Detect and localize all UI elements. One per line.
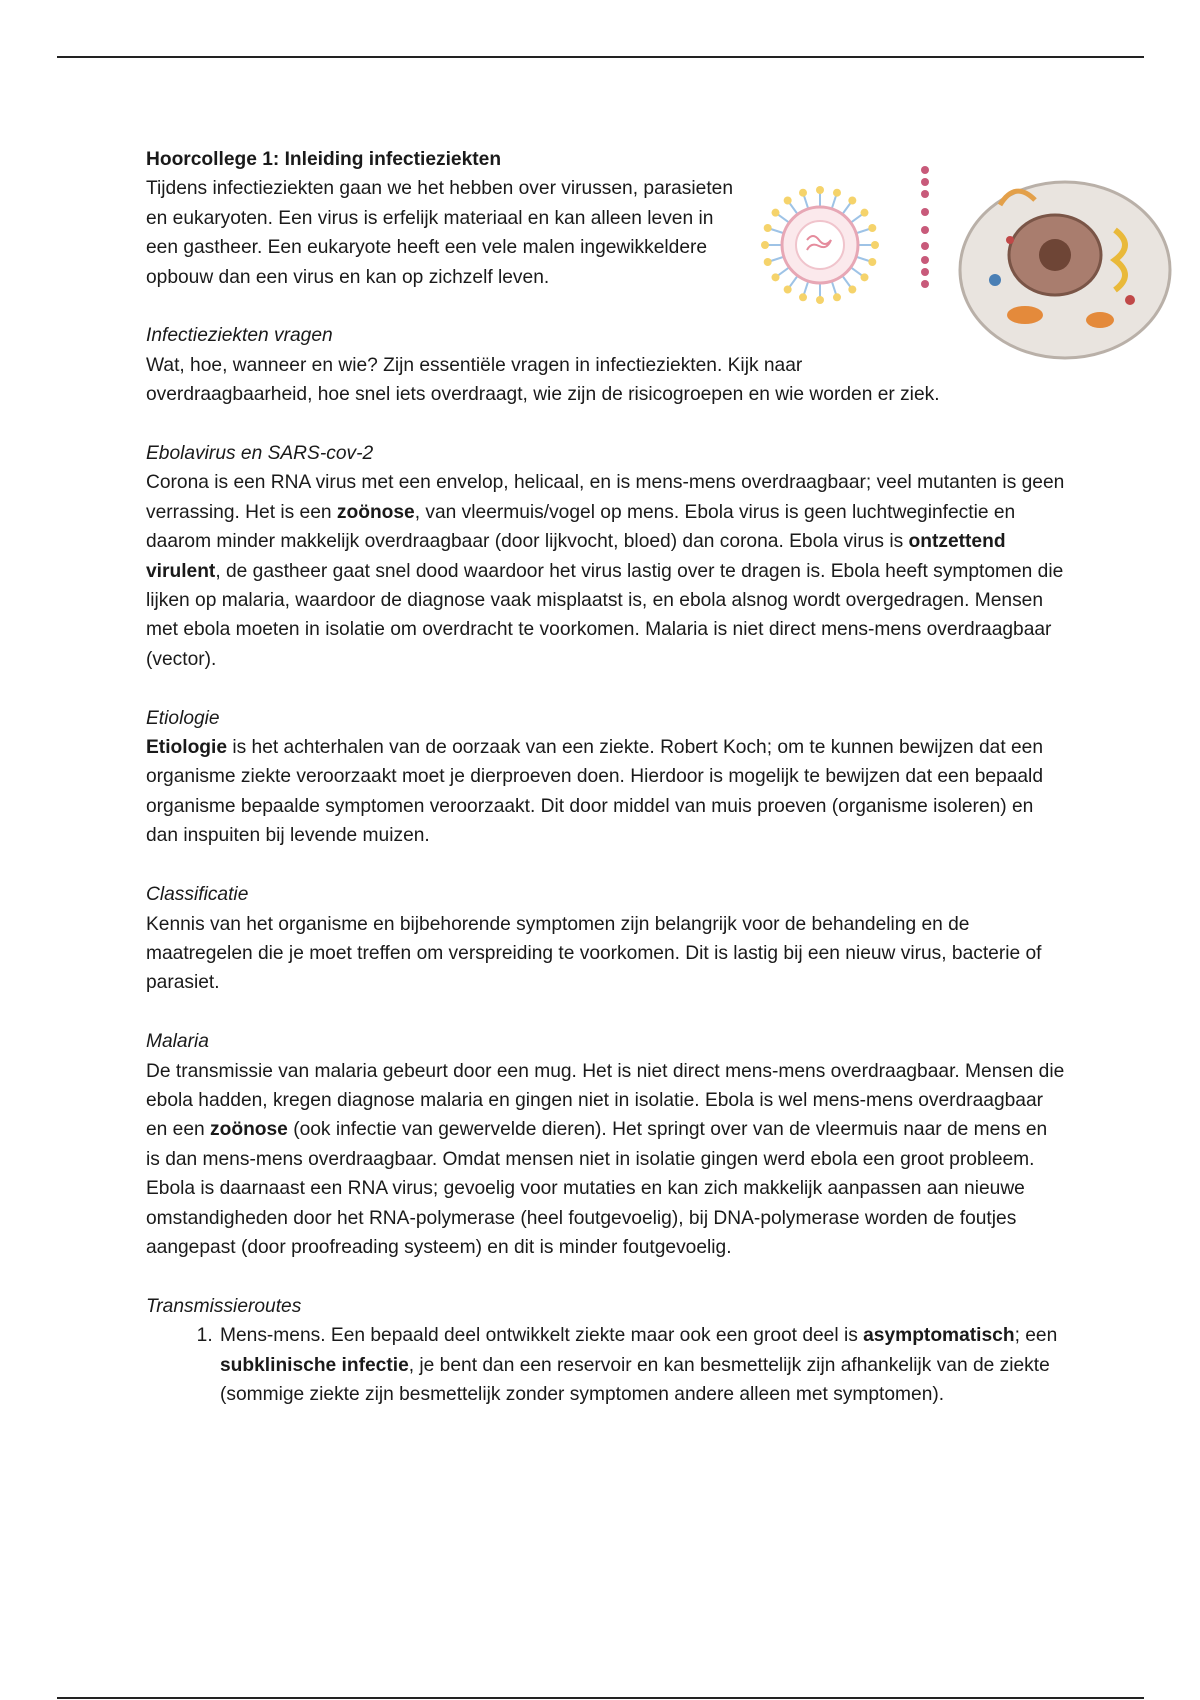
section-text-classificatie: Kennis van het organisme en bijbehorende symptomen zijn belangrijk voor de behandeling en de maatregelen die je moet treffen om verspreiding te voorkomen. Dit is lastig bij een nieuw virus, bacterie of parasiet. xyxy=(146,913,1042,994)
document-body xyxy=(146,145,1066,1409)
section-text-ebola: Corona is een RNA virus met een envelop, helicaal, en is mens-mens overdraagbaar; veel mutanten is geen verrassing. Het is een zoönose, van vleermuis/vogel op mens. Ebola virus is geen luchtweginfectie en daarom minder makkelijk overdraagbaar (door lijkvocht, bloed) dan corona. Ebola virus is ontzettend virulent, de gastheer gaat snel dood waardoor het virus lastig over te dragen is. Ebola heeft symptomen die lijken op malaria, waardoor de diagnose vaak misplaatst is, en ebola alsnog wordt overgedragen. Mensen met ebola moeten in isolatie om overdracht te voorkomen. Malaria is niet direct mens-mens overdraagbaar (vector). xyxy=(146,472,1065,670)
section-text-malaria: De transmissie van malaria gebeurt door een mug. Het is niet direct mens-mens overdraagbaar. Mensen die ebola hadden, kregen diagnose malaria en gingen niet in isolatie. Ebola is wel mens-mens overdraagbaar en een zoönose (ook infectie van gewervelde dieren). Het springt over van de vleermuis naar de mens en is dan mens-mens overdraagbaar. Omdat mensen niet in isolatie gingen werd ebola een groot probleem. Ebola is daarnaast een RNA virus; gevoelig voor mutaties en kan zich makkelijk aanpassen aan nieuwe omstandigheden door het RNA-polymerase (heel foutgevoelig), bij DNA-polymerase worden de foutjes aangepast (door proofreading systeem) en dit is minder foutgevoelig. xyxy=(146,1060,1065,1258)
page-title: Hoorcollege 1: Inleiding infectieziekten xyxy=(146,149,502,170)
section-heading-malaria: Malaria xyxy=(146,1031,209,1053)
section-heading-etiologie: Etiologie xyxy=(146,707,220,729)
section-heading-ebola: Ebolavirus en SARS-cov-2 xyxy=(146,443,374,465)
section-heading-classificatie: Classificatie xyxy=(146,884,249,906)
list-item: 1. Mens-mens. Een bepaald deel ontwikkelt ziekte maar ook een groot deel is asymptomatisch; een subklinische infectie, je bent dan een reservoir en kan besmettelijk zijn afhankelijk van de ziekte (sommige ziekte zijn besmettelijk zonder symptomen andere alleen met symptomen). xyxy=(218,1321,1066,1409)
section-heading-vragen: Infectieziekten vragen xyxy=(146,325,333,347)
transmission-routes-list xyxy=(146,1321,1066,1409)
header-rule xyxy=(57,56,1144,58)
footer-rule xyxy=(57,1697,1144,1699)
section-text-etiologie: Etiologie is het achterhalen van de oorzaak van een ziekte. Robert Koch; om te kunnen bewijzen dat een organisme ziekte veroorzaakt moet je dierproeven doen. Hierdoor is mogelijk te bewijzen dat een bepaald organisme bepaalde symptomen veroorzaakt. Dit door middel van muis proeven (organisme isoleren) en dan inspuiten bij levende muizen. xyxy=(146,737,1043,847)
intro-paragraph: Tijdens infectieziekten gaan we het hebben over virussen, parasieten en eukaryoten. Een virus is erfelijk materiaal en kan alleen leven in een gastheer. Een eukaryote heeft een vele malen ingewikkeldere opbouw dan een virus en kan op zichzelf leven. xyxy=(146,178,733,288)
section-heading-transmissie: Transmissieroutes xyxy=(146,1295,302,1317)
section-text-vragen: Wat, hoe, wanneer en wie? Zijn essentiële vragen in infectieziekten. Kijk naar overdraagbaarheid, hoe snel iets overdraagt, wie zijn de risicogroepen en wie worden er ziek. xyxy=(146,354,940,406)
